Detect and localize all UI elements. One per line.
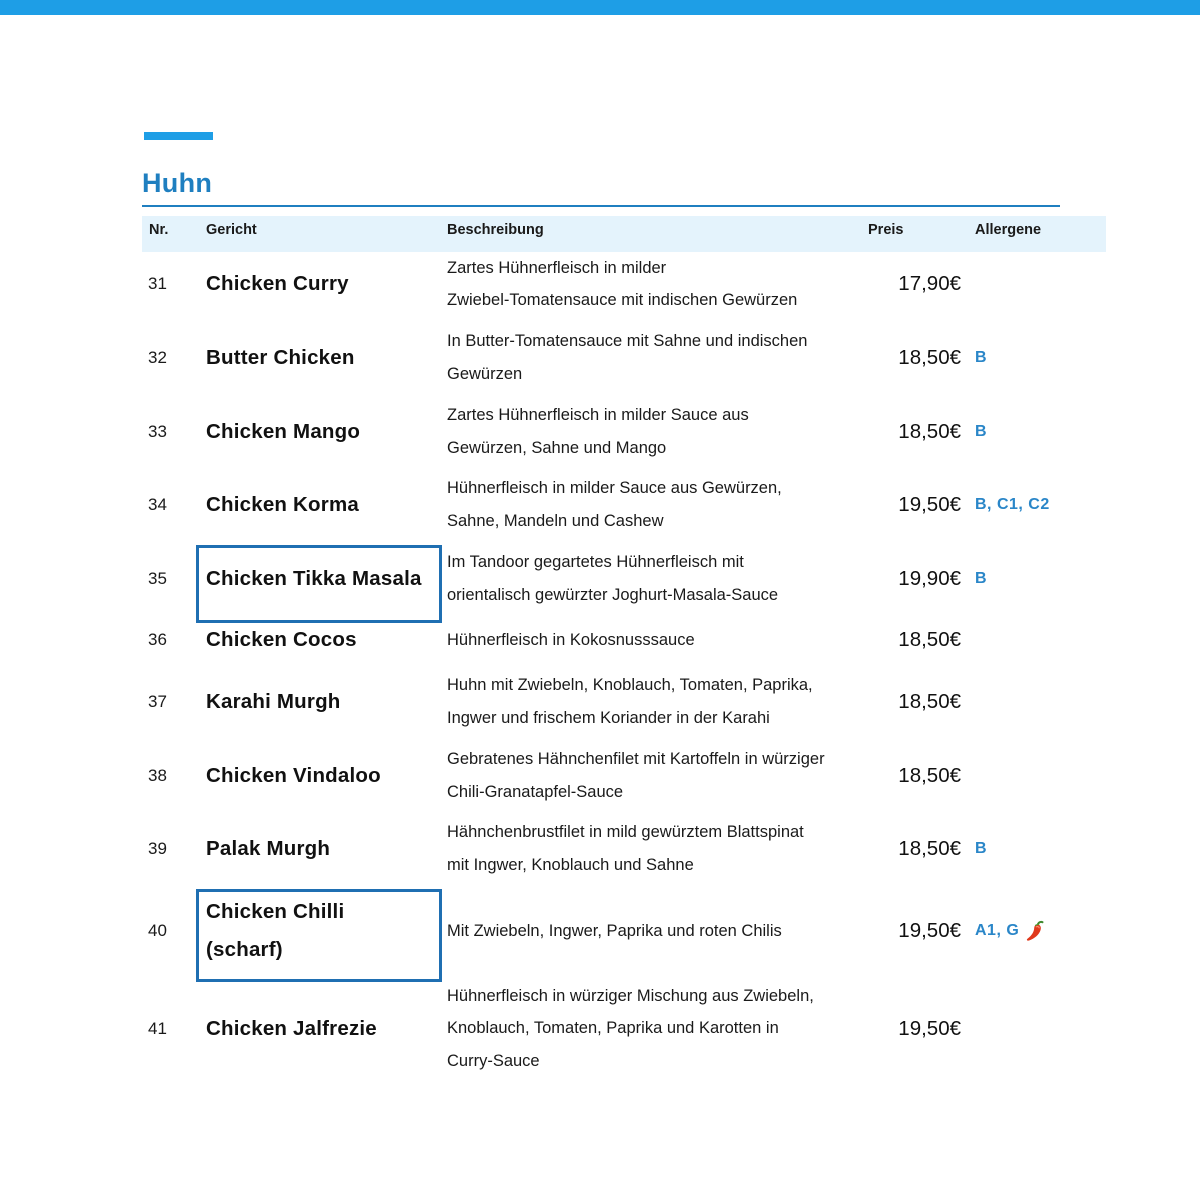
column-header-dish: Gericht <box>206 222 257 238</box>
allergen-codes: A1, G <box>975 922 1020 939</box>
item-number: 32 <box>148 347 167 367</box>
dish-description: Zartes Hühnerfleisch in milder Sauce aus Gewürzen, Sahne und Mango <box>447 406 749 457</box>
dish-price: 18,50€ <box>898 836 961 860</box>
item-number: 37 <box>148 691 167 711</box>
dish-name: Chicken Mango <box>206 419 361 443</box>
dish-allergens: B <box>975 569 988 587</box>
section-title: Huhn <box>142 168 213 198</box>
dish-price: 18,50€ <box>898 628 961 651</box>
table-row <box>142 472 1106 537</box>
dish-price: 18,50€ <box>898 763 961 787</box>
dish-allergens <box>975 252 1095 316</box>
dish-allergens <box>975 892 1095 970</box>
dish-price: 18,50€ <box>898 345 961 369</box>
item-number: 35 <box>148 568 167 588</box>
column-header-nr: Nr. <box>149 222 169 238</box>
highlight-box-chicken-tikka-masala <box>196 545 442 623</box>
dish-description: Hühnerfleisch in milder Sauce aus Gewürzen, Sahne, Mandeln und Cashew <box>447 479 782 530</box>
table-row <box>142 743 1106 808</box>
dish-price: 18,50€ <box>898 689 961 713</box>
dish-description: Hühnerfleisch in Kokosnusssauce <box>447 630 695 649</box>
dish-allergens <box>975 743 1095 808</box>
table-row <box>142 325 1106 390</box>
dish-name: Karahi Murgh <box>206 689 341 713</box>
dish-price: 19,50€ <box>898 492 961 516</box>
dish-name: Chicken Korma <box>206 492 359 516</box>
table-row <box>142 399 1106 464</box>
item-number: 36 <box>148 630 167 649</box>
dish-name: Butter Chicken <box>206 345 355 369</box>
item-number: 38 <box>148 765 167 785</box>
dish-description: Im Tandoor gegartetes Hühnerfleisch mit orientalisch gewürzter Joghurt-Masala-Sauce <box>447 553 779 604</box>
dish-description: Mit Zwiebeln, Ingwer, Paprika und roten Chilis <box>447 921 782 940</box>
dish-price: 19,50€ <box>898 1016 961 1040</box>
item-number: 41 <box>148 1018 167 1038</box>
table-row <box>142 624 1106 656</box>
dish-name: Chicken Chilli (scharf) <box>206 900 345 961</box>
dish-allergens: B <box>975 422 988 440</box>
dish-allergens: B <box>975 839 988 857</box>
dish-description: Zartes Hühnerfleisch in milder Zwiebel-Tomatensauce mit indischen Gewürzen <box>447 258 798 309</box>
dish-allergens <box>975 980 1095 1077</box>
dish-description: Gebratenes Hähnchenfilet mit Kartoffeln in würziger Chili-Granatapfel-Sauce <box>447 750 825 801</box>
dish-price: 19,90€ <box>898 566 961 590</box>
dish-description: Hühnerfleisch in würziger Mischung aus Zwiebeln, Knoblauch, Tomaten, Paprika und Karotten in Curry-Sauce <box>447 986 814 1070</box>
dish-description: Hähnchenbrustfilet in mild gewürztem Blattspinat mit Ingwer, Knoblauch und Sahne <box>447 823 804 874</box>
item-number: 34 <box>148 494 167 514</box>
dish-allergens: B, C1, C2 <box>975 495 1050 513</box>
dish-allergens <box>975 669 1095 734</box>
table-row <box>142 252 1106 316</box>
item-number: 33 <box>148 421 167 441</box>
dish-price: 18,50€ <box>898 419 961 443</box>
table-row <box>142 669 1106 734</box>
dish-name: Chicken Vindaloo <box>206 763 381 787</box>
item-number: 40 <box>148 921 167 940</box>
dish-name: Palak Murgh <box>206 836 331 860</box>
dish-name: Chicken Jalfrezie <box>206 1016 377 1040</box>
table-row <box>142 980 1106 1077</box>
dish-name: Chicken Curry <box>206 272 349 295</box>
table-row <box>142 816 1106 881</box>
dish-price: 17,90€ <box>898 272 961 295</box>
item-number: 31 <box>148 274 167 293</box>
chili-pepper-icon <box>1024 920 1044 942</box>
dish-description: In Butter-Tomatensauce mit Sahne und indischen Gewürzen <box>447 332 808 383</box>
dish-name: Chicken Tikka Masala <box>206 566 422 590</box>
column-header-allergens: Allergene <box>975 222 1042 238</box>
dish-price: 19,50€ <box>898 919 961 942</box>
dish-allergens <box>975 624 1095 656</box>
column-header-description: Beschreibung <box>447 222 544 238</box>
column-header-price: Preis <box>868 222 904 238</box>
item-number: 39 <box>148 838 167 858</box>
highlight-box-chicken-chilli <box>196 889 442 982</box>
dish-allergens: B <box>975 348 988 366</box>
dish-description: Huhn mit Zwiebeln, Knoblauch, Tomaten, Paprika, Ingwer und frischem Koriander in der Karahi <box>447 676 813 727</box>
dish-name: Chicken Cocos <box>206 628 357 651</box>
